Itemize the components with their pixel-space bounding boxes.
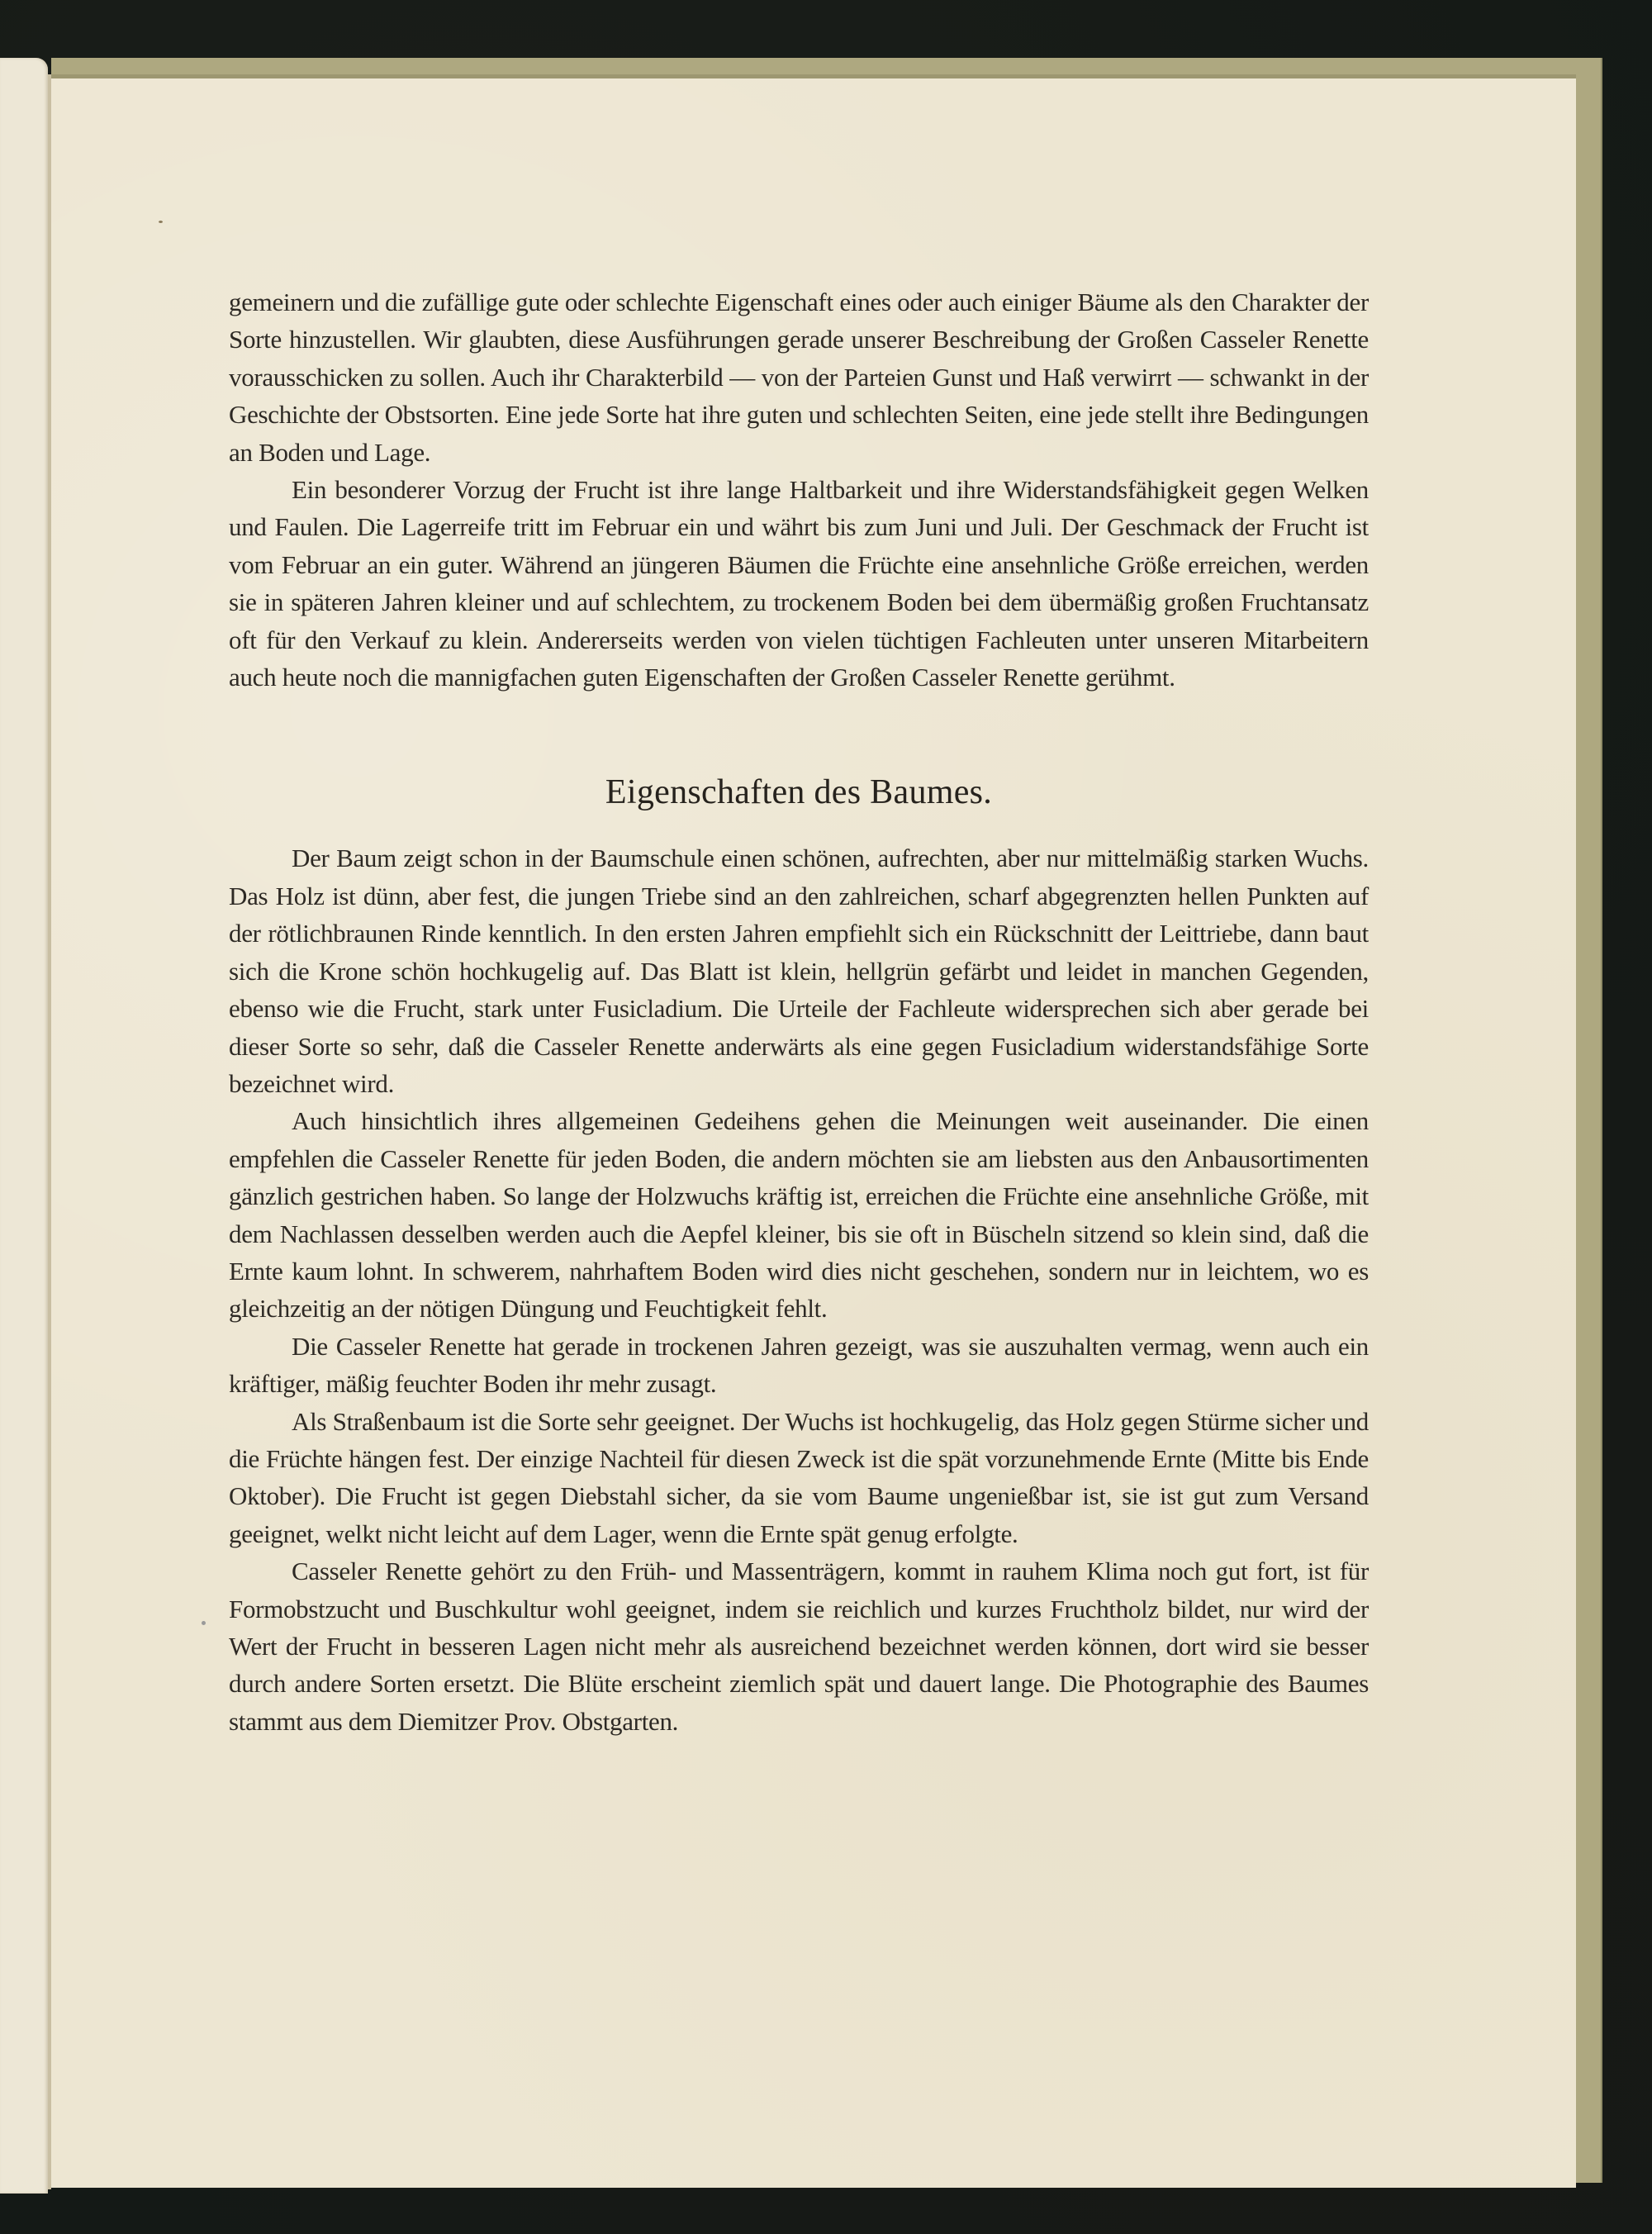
paragraph: Der Baum zeigt schon in der Baumschule einen schönen, aufrechten, aber nur mittelmäßig starken Wuchs. Das Holz ist dünn, aber fest, die jungen Triebe sind an den zahlreichen, scharf abgegrenzten hellen Punkten auf der rötlichbraunen Rinde kenntlich. In den ersten Jahren empfiehlt sich ein Rückschnitt der Leittriebe, dann baut sich die Krone schön hochkugelig auf. Das Blatt ist klein, hellgrün gefärbt und leidet in manchen Gegenden, ebenso wie die Frucht, stark unter Fusicladium. Die Urteile der Fachleute widersprechen sich aber gerade bei dieser Sorte so sehr, daß die Casseler Renette anderwärts als eine gegen Fusicladium widerstandsfähige Sorte bezeichnet wird. <box>229 844 1369 1098</box>
paragraph: Ein besonderer Vorzug der Frucht ist ihre lange Haltbarkeit und ihre Widerstandsfähigkeit gegen Welken und Faulen. Die Lagerreife tritt im Februar ein und währt bis zum Juni und Juli. Der Geschmack der Frucht ist vom Februar an ein guter. Während an jüngeren Bäumen die Früchte eine ansehnliche Größe erreichen, werden sie in späteren Jahren kleiner und auf schlechtem, zu trockenem Boden bei dem übermäßig großen Fruchtansatz oft für den Verkauf zu klein. Andererseits werden von vielen tüchtigen Fachleuten unter unseren Mitarbeitern auch heute noch die mannigfachen guten Eigenschaften der Großen Casseler Renette gerühmt. <box>229 475 1369 692</box>
paper-speck <box>159 221 163 223</box>
page-text <box>229 283 1369 1740</box>
paragraph: Die Casseler Renette hat gerade in trockenen Jahren gezeigt, was sie auszuhalten vermag, wenn auch ein kräftiger, mäßig feuchter Boden ihr mehr zusagt. <box>229 1331 1369 1399</box>
section-tree-properties <box>229 696 1369 1740</box>
section-fruit-description <box>229 283 1369 696</box>
facing-page-edge <box>0 58 48 2194</box>
paragraph: Casseler Renette gehört zu den Früh- und Massenträgern, kommt in rauhem Klima noch gut fort, ist für Formobstzucht und Buschkultur wohl geeignet, indem sie reichlich und kurzes Fruchtholz bildet, nur wird der Wert der Frucht in besseren Lagen nicht mehr als ausreichend bezeichnet werden können, dort wird sie besser durch andere Sorten ersetzt. Die Blüte erscheint ziemlich spät und dauert lange. Die Photographie des Baumes stammt aus dem Diemitzer Prov. Obstgarten. <box>229 1557 1369 1736</box>
paper-speck <box>202 1621 206 1625</box>
paragraph: Als Straßenbaum ist die Sorte sehr geeignet. Der Wuchs ist hochkugelig, das Holz gegen Stürme sicher und die Früchte hängen fest. Der einzige Nachteil für diesen Zweck ist die spät vorzunehmende Ernte (Mitte bis Ende Oktober). Die Frucht ist gegen Diebstahl sicher, da sie vom Baume ungenießbar ist, sie ist gut zum Versand geeignet, welkt nicht leicht auf dem Lager, wenn die Ernte spät genug erfolgte. <box>229 1406 1369 1548</box>
paragraph: gemeinern und die zufällige gute oder schlechte Eigenschaft eines oder auch einiger Bäume als den Charakter der Sorte hinzustellen. Wir glaubten, diese Ausführungen gerade unserer Beschreibung der Großen Casseler Renette vorausschicken zu sollen. Auch ihr Charakterbild — von der Parteien Gunst und Haß verwirrt — schwankt in der Geschichte der Obstsorten. Eine jede Sorte hat ihre guten und schlechten Seiten, eine jede stellt ihre Bedingungen an Boden und Lage. <box>229 288 1369 467</box>
section-heading: Eigenschaften des Baumes. <box>605 773 993 812</box>
paragraph: Auch hinsichtlich ihres allgemeinen Gedeihens gehen die Meinungen weit auseinander. Die einen empfehlen die Casseler Renette für jeden Boden, die andern möchten sie am liebsten aus den Anbausortimenten gänzlich gestrichen haben. So lange der Holzwuchs kräftig ist, erreichen die Früchte eine ansehnliche Größe, mit dem Nachlassen desselben werden auch die Aepfel kleiner, bis sie oft in Büscheln sitzend so klein sind, daß die Ernte kaum lohnt. In schwerem, nahrhaftem Boden wird dies nicht geschehen, sondern nur in leichtem, wo es gleichzeitig an der nötigen Düngung und Feuchtigkeit fehlt. <box>229 1106 1369 1324</box>
